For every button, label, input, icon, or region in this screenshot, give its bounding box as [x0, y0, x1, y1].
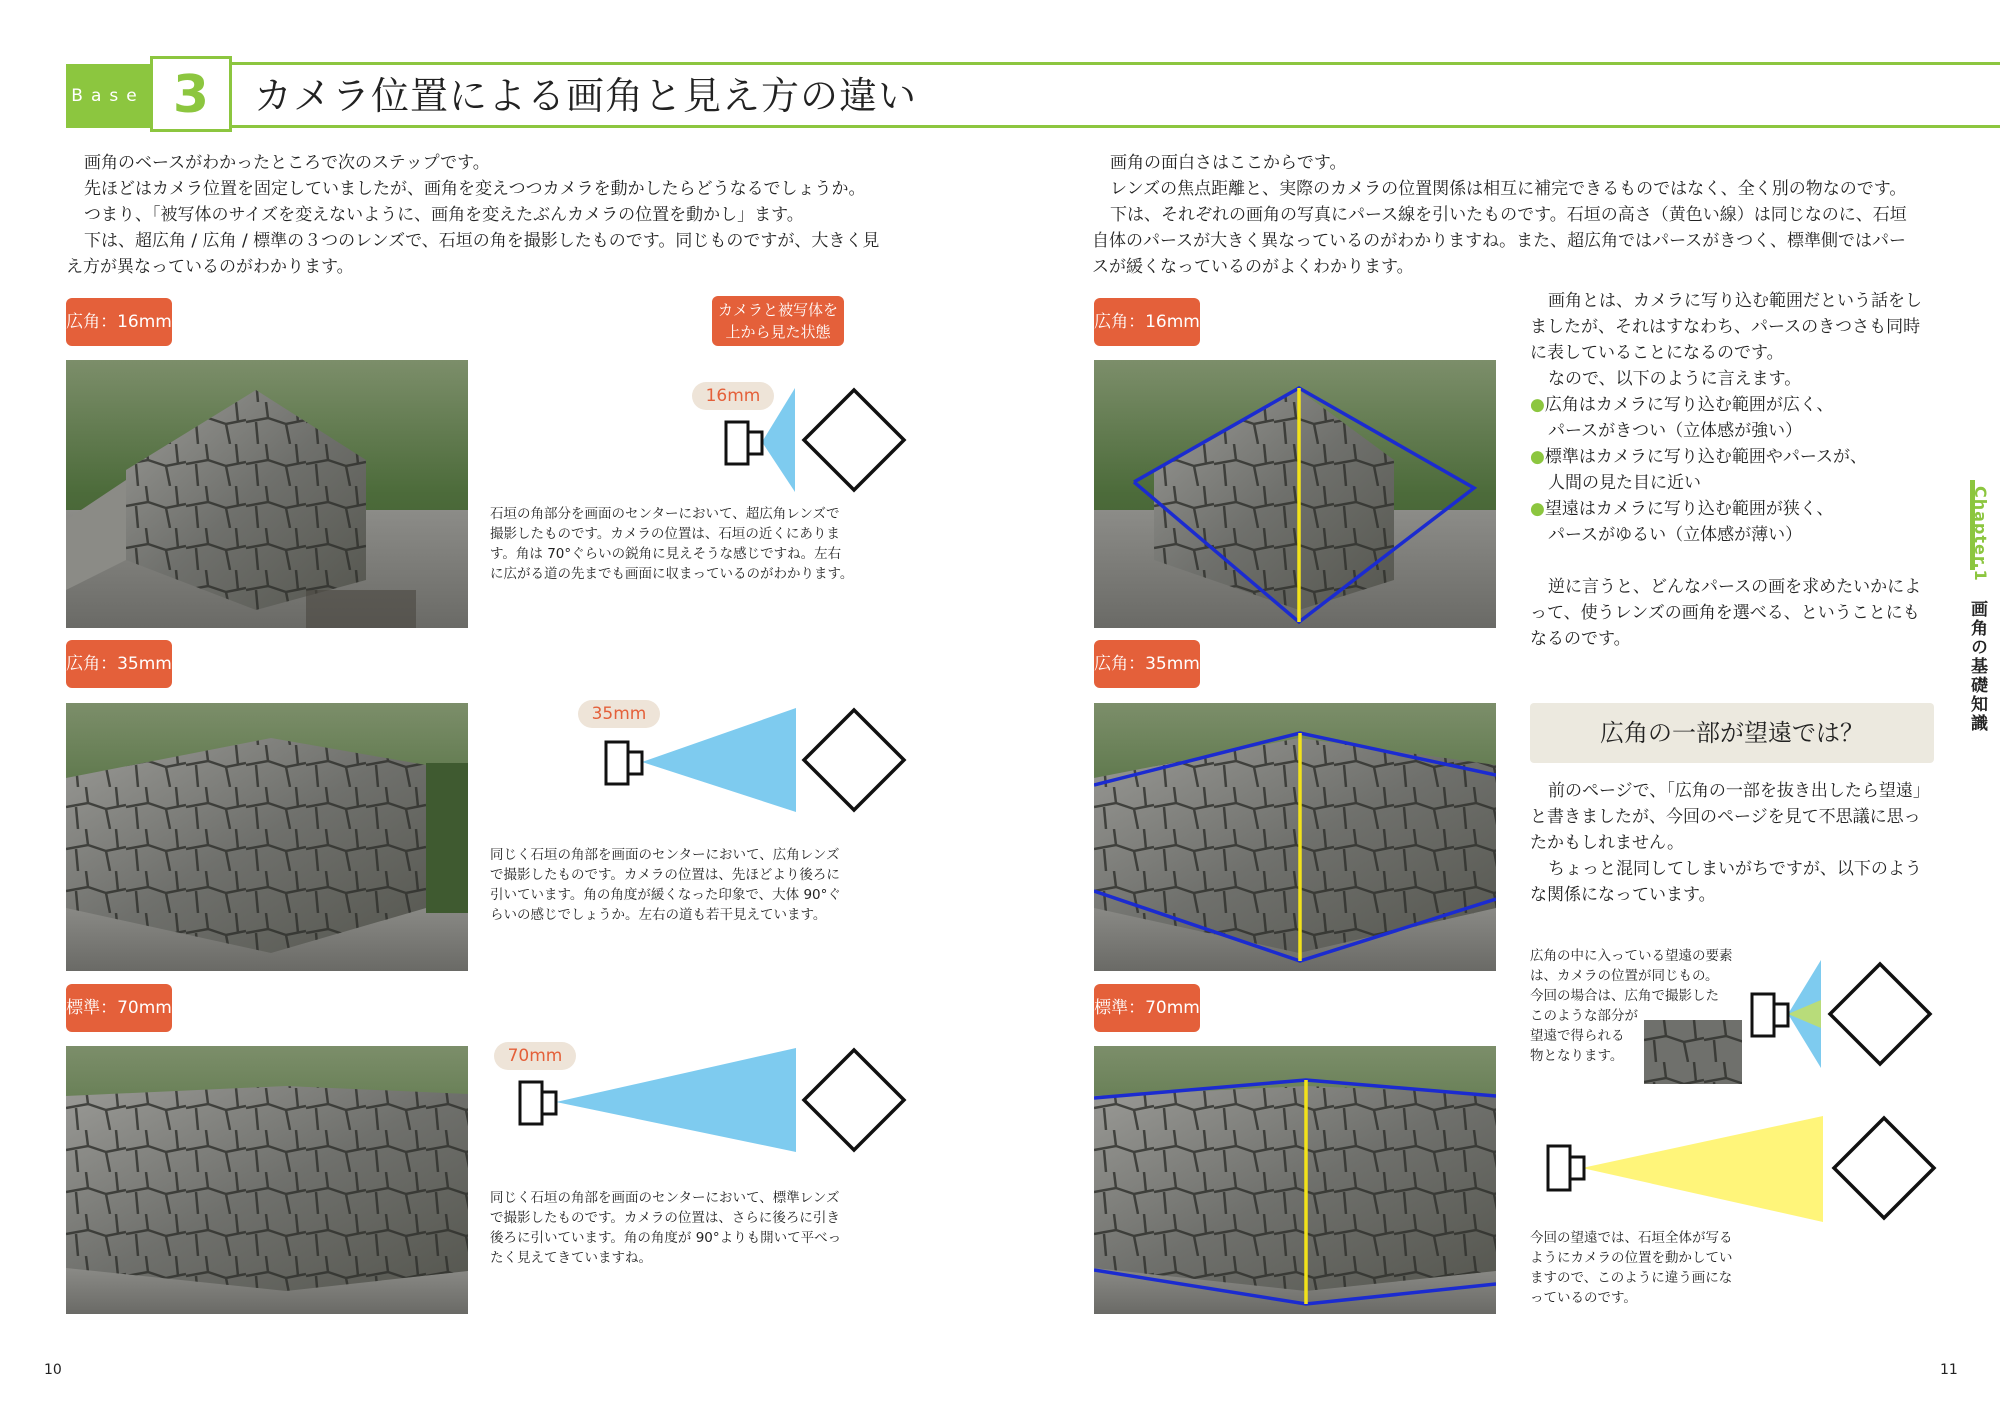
caption-line: す。角は 70°ぐらいの鋭角に見えそうな感じですね。左右 — [490, 546, 842, 562]
caption-line: 同じく石垣の角部を画面のセンターにおいて、標準レンズ — [490, 1190, 840, 1206]
right-lens-badge-70mm: 標準：70mm — [1094, 984, 1200, 1032]
caption-line: たく見えてきていますね。 — [490, 1250, 652, 1266]
lens-badge-70mm: 標準：70mm — [66, 984, 172, 1032]
bullet-item — [1530, 496, 1940, 522]
top-view-diagram-35mm — [600, 700, 920, 820]
bullet-dot-icon: ● — [1530, 499, 1545, 519]
diagram-wide-with-tele-part — [1746, 956, 1946, 1076]
top-view-diagram-16mm — [720, 380, 920, 500]
bullet-item — [1530, 392, 1940, 418]
box-text — [1530, 778, 1940, 908]
side-line: に表していることになるのです。 — [1530, 343, 1784, 363]
intro-line: スが緩くなっているのがよくわかります。 — [1092, 257, 1414, 277]
intro-line: 画角のベースがわかったところで次のステップです。 — [84, 153, 490, 173]
intro-line: 自体のパースが大きく異なっているのがわかりますね。また、超広角ではパースがきつく、標準側ではパー — [1092, 231, 1906, 251]
caption-line: 同じく石垣の角部を画面のセンターにおいて、広角レンズ — [490, 847, 840, 863]
diagram-tele-moved — [1540, 1112, 1940, 1232]
side-line: 画角とは、カメラに写り込む範囲だという話をし — [1548, 291, 1922, 311]
side-line: なので、以下のように言えます。 — [1548, 369, 1802, 389]
intro-line: 先ほどはカメラ位置を固定していましたが、画角を変えつつカメラを動かしたらどうなるでしょうか。 — [84, 179, 866, 199]
box-title: 広角の一部が望遠では？ — [1530, 703, 1934, 763]
caption-line: 今回の望遠では、石垣全体が写る — [1530, 1230, 1733, 1246]
caption-line: で撮影したものです。カメラの位置は、さらに後ろに引き — [490, 1210, 840, 1226]
chapter-title: 画角の基礎知識 — [1967, 600, 1987, 733]
intro-line: 下は、超広角 / 広角 / 標準の３つのレンズで、石垣の角を撮影したものです。同じものですが、大きく見 — [84, 231, 880, 251]
photo-perspective-35mm — [1094, 703, 1496, 971]
box-line: な関係になっています。 — [1530, 885, 1716, 905]
label-line: 上から見た状態 — [725, 323, 831, 341]
caption-line: は、カメラの位置が同じもの。 — [1530, 968, 1719, 984]
caption-line: 望遠で得られる — [1530, 1028, 1625, 1044]
caption-line: 石垣の角部分を画面のセンターにおいて、超広角レンズで — [490, 506, 840, 522]
side-line: って、使うレンズの画角を選べる、ということにも — [1530, 603, 1920, 623]
caption-line: 撮影したものです。カメラの位置は、石垣の近くにありま — [490, 526, 840, 542]
box-line: 前のページで、「広角の一部を抜き出したら望遠」 — [1548, 781, 1930, 801]
bullet-dot-icon: ● — [1530, 395, 1545, 415]
bullet-text: 標準はカメラに写り込む範囲やパースが、 — [1544, 447, 1867, 467]
bullet-text: 広角はカメラに写り込む範囲が広く、 — [1544, 395, 1834, 415]
lens-tag-70mm: 70mm — [494, 1042, 576, 1070]
box-line: たかもしれません。 — [1530, 833, 1685, 853]
bullet-item — [1530, 444, 1940, 470]
left-intro — [66, 150, 926, 280]
top-view-diagram-70mm — [514, 1040, 914, 1160]
label-line: カメラと被写体を — [717, 301, 838, 319]
page-number-left: 10 — [44, 1362, 62, 1378]
caption-line: 引いています。角の角度が緩くなった印象で、大体 90°ぐ — [490, 887, 841, 903]
caption-line: らいの感じでしょうか。左右の道も若干見えています。 — [490, 907, 827, 923]
caption-line: 物となります。 — [1530, 1048, 1624, 1064]
bullet-text: 望遠はカメラに写り込む範囲が狭く、 — [1544, 499, 1834, 519]
caption-line: に広がる道の先までも画面に収まっているのがわかります。 — [490, 566, 854, 582]
caption-16mm — [490, 504, 870, 584]
right-intro — [1092, 150, 1942, 280]
header-rule-top — [150, 62, 2000, 65]
photo-stone-wall-70mm — [66, 1046, 468, 1314]
caption-line: っているのです。 — [1530, 1290, 1637, 1306]
caption-line: で撮影したものです。カメラの位置は、先ほどより後ろに — [490, 867, 840, 883]
lens-tag-16mm: 16mm — [692, 382, 774, 410]
base-tab: Base — [66, 64, 150, 128]
caption-line: 広角の中に入っている望遠の要素 — [1530, 948, 1733, 964]
intro-line: 画角の面白さはここからです。 — [1110, 153, 1347, 173]
caption-35mm — [490, 845, 870, 925]
caption-70mm — [490, 1188, 870, 1268]
side-line: 逆に言うと、どんなパースの画を求めたいかによ — [1548, 577, 1922, 597]
intro-line: つまり、「被写体のサイズを変えないように、画角を変えたぶんカメラの位置を動かし」ます。 — [84, 205, 804, 225]
intro-line: え方が異なっているのがわかります。 — [66, 257, 354, 277]
lens-badge-16mm: 広角：16mm — [66, 298, 172, 346]
caption-line: 後ろに引いています。角の角度が 90°よりも開いて平べっ — [490, 1230, 842, 1246]
intro-line: レンズの焦点距離と、実際のカメラの位置関係は相互に補完できるものではなく、全く別の物なのです。 — [1110, 179, 1907, 199]
photo-stone-wall-16mm — [66, 360, 468, 628]
right-lens-badge-16mm: 広角：16mm — [1094, 298, 1200, 346]
chapter-label: Chapter.1 — [1971, 486, 1990, 582]
box-line: ちょっと混同してしまいがちですが、以下のよう — [1548, 859, 1922, 879]
photo-stone-wall-35mm — [66, 703, 468, 971]
bullet-text: パースがきつい（立体感が強い） — [1548, 421, 1803, 441]
photo-perspective-70mm — [1094, 1046, 1496, 1314]
page-title: カメラ位置による画角と見え方の違い — [254, 74, 918, 118]
bullet-dot-icon: ● — [1530, 447, 1545, 467]
bullet-text: パースがゆるい（立体感が薄い） — [1548, 525, 1803, 545]
lens-badge-35mm: 広角：35mm — [66, 640, 172, 688]
right-lens-badge-35mm: 広角：35mm — [1094, 640, 1200, 688]
side-text — [1530, 288, 1940, 652]
caption-line: ようにカメラの位置を動かしてい — [1530, 1250, 1733, 1266]
page-number-right: 11 — [1940, 1362, 1958, 1378]
box-line: と書きましたが、今回のページを見て不思議に思っ — [1530, 807, 1921, 827]
caption-line: 今回の場合は、広角で撮影した — [1530, 988, 1719, 1004]
side-line: ましたが、それはすなわち、パースのきつさも同時 — [1530, 317, 1921, 337]
section-number: 3 — [150, 56, 232, 132]
top-view-label — [712, 296, 844, 346]
caption-line: ますので、このように違う画にな — [1530, 1270, 1733, 1286]
bullet-text: 人間の見た目に近い — [1548, 473, 1701, 493]
side-line: なるのです。 — [1530, 629, 1631, 649]
box-caption-2 — [1530, 1228, 1770, 1308]
header-rule-bottom — [150, 125, 2000, 128]
caption-line: このような部分が — [1530, 1008, 1638, 1024]
lens-tag-35mm: 35mm — [578, 700, 660, 728]
photo-perspective-16mm — [1094, 360, 1496, 628]
intro-line: 下は、それぞれの画角の写真にパース線を引いたものです。石垣の高さ（黄色い線）は同じなのに、石垣 — [1110, 205, 1907, 225]
photo-crop-thumbnail — [1644, 1020, 1742, 1084]
